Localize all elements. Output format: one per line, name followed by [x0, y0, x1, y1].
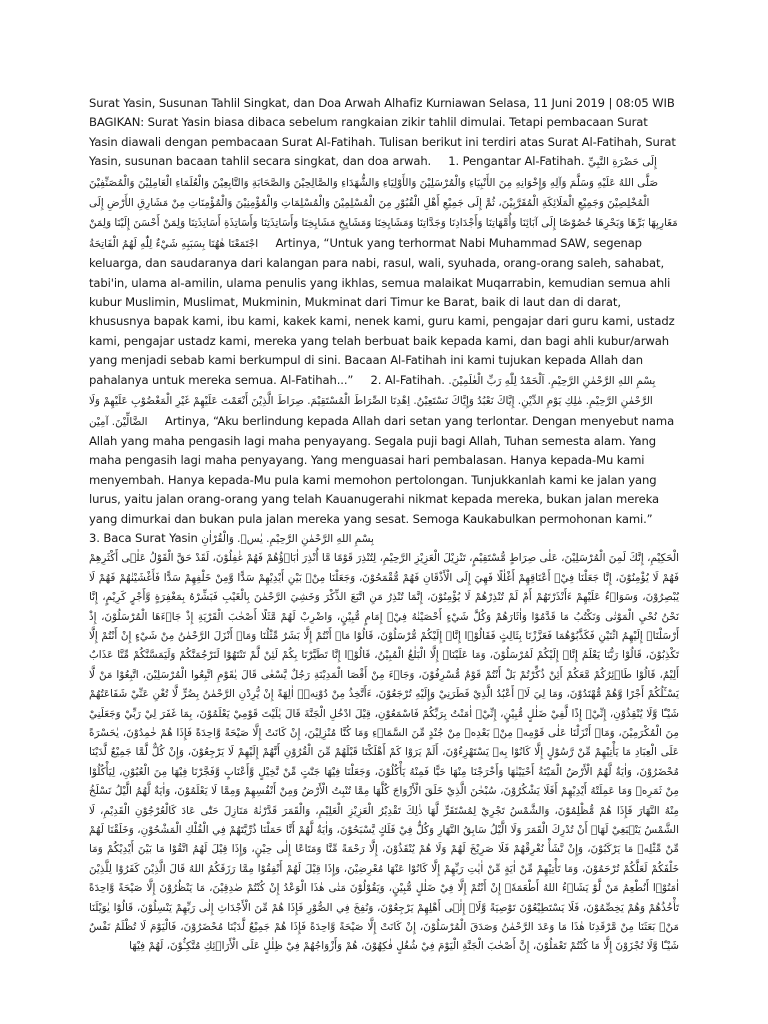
arabic-pengantar: إِلَى حَضْرَةِ النَّبِيِّ صَلَّى اللهُ عَلَيْهِ وَسَلَّمَ وَآلِهِ وَإِخْوَانِهِ مِنَ الأَنْبِيَاءِ وَالْمُرْسَلِيْنَ وَالأَوْلِيَاءِ وَالشُّهَدَاءِ وَالصَّالِحِيْنَ وَالصَّحَابَةِ وَالتَّابِعِيْنَ وَالْعُلَمَاءِ الْعَامِلِيْنَ وَالْمُصَنِّفِيْنَ الْمُخْلِصِيْنَ وَجَمِيْعِ الْمَلَائِكَةِ الْمُقَرَّبِيْنَ، ثُمَّ إِلَى جَمِيْعِ أَهْلِ الْقُبُوْرِ مِنَ الْمُسْلِمِيْنَ وَالْمُسْلِمَاتِ وَالْمُؤْمِنِيْنَ وَالْمُؤْمِنَاتِ مِنْ مَشَارِقِ الأَرْضِ إِلَى مَغَارِبِهَا بَرِّهَا وَبَحْرِهَا خُصُوْصًا إِلَى آبَائِنَا وَأُمَّهَاتِنَا وَأَجْدَادِنَا وَجَدَّاتِنَا وَمَشَايِخِنَا وَمَشَايِخِ مَشَايِخِنَا وَأَسَاتِذَتِنَا وَأَسَاتِذَةِ أَسَاتِذَتِنَا وَلِمَنْ أَحْسَنَ إِلَيْنَا وَلِمَنْ اجْتَمَعْنَا هٰهُنَا بِسَبَبِهِ شَيْءٌ لِلّٰهِ لَهُمُ الْفَاتِحَةُ — [89, 156, 678, 250]
arabic-yasin-text: الْحَكِيْمِ، إِنَّكَ لَمِنَ الْمُرْسَلِيْنَ، عَلٰى صِرَاطٍ مُّسْتَقِيْمٍ، تَنْزِيْلَ الْعَزِيْزِ الرَّحِيْمِ، لِتُنْذِرَ قَوْمًا مَّا أُنْذِرَ اٰبَاۤؤُهُمْ فَهُمْ غٰفِلُوْنَ، لَقَدْ حَقَّ الْقَوْلُ عَلٰۤى أَكْثَرِهِمْ فَهُمْ لَا يُؤْمِنُوْنَ، إِنَّا جَعَلْنَا فِيْۤ أَعْنَاقِهِمْ أَغْلٰلًا فَهِيَ إِلَى الْأَذْقَانِ فَهُمْ مُّقْمَحُوْنَ، وَجَعَلْنَا مِنْۢ بَيْنِ أَيْدِيْهِمْ سَدًّا وَّمِنْ خَلْفِهِمْ سَدًّا فَأَغْشَيْنٰهُمْ فَهُمْ لَا يُبْصِرُوْنَ، وَسَوَاۤءٌ عَلَيْهِمْ ءَأَنْذَرْتَهُمْ أَمْ لَمْ تُنْذِرْهُمْ لَا يُؤْمِنُوْنَ، إِنَّمَا تُنْذِرُ مَنِ اتَّبَعَ الذِّكْرَ وَخَشِيَ الرَّحْمٰنَ بِالْغَيْبِ فَبَشِّرْهُ بِمَغْفِرَةٍ وَّأَجْرٍ كَرِيْمٍ، إِنَّا نَحْنُ نُحْيِ الْمَوْتٰى وَنَكْتُبُ مَا قَدَّمُوْا وَاٰثَارَهُمْ وَكُلَّ شَيْءٍ أَحْصَيْنٰهُ فِيْۤ إِمَامٍ مُّبِيْنٍ، وَاضْرِبْ لَهُمْ مَّثَلًا أَصْحٰبَ الْقَرْيَةِ إِذْ جَاۤءَهَا الْمُرْسَلُوْنَ، إِذْ أَرْسَلْنَاۤ إِلَيْهِمُ اثْنَيْنِ فَكَذَّبُوْهُمَا فَعَزَّزْنَا بِثَالِثٍ فَقَالُوْۤا إِنَّاۤ إِلَيْكُمْ مُّرْسَلُوْنَ، قَالُوْا مَاۤ أَنْتُمْ إِلَّا بَشَرٌ مِّثْلُنَا وَمَاۤ أَنْزَلَ الرَّحْمٰنُ مِنْ شَيْءٍ إِنْ أَنْتُمْ إِلَّا تَكْذِبُوْنَ، قَالُوْا رَبُّنَا يَعْلَمُ إِنَّاۤ إِلَيْكُمْ لَمُرْسَلُوْنَ، وَمَا عَلَيْنَاۤ إِلَّا الْبَلٰغُ الْمُبِيْنُ، قَالُوْۤا إِنَّا تَطَيَّرْنَا بِكُمْ لَئِنْ لَّمْ تَنْتَهُوْا لَنَرْجُمَنَّكُمْ وَلَيَمَسَّنَّكُمْ مِّنَّا عَذَابٌ أَلِيْمٌ، قَالُوْا طَاۤئِرُكُمْ مَّعَكُمْ أَئِنْ ذُكِّرْتُمْ بَلْ أَنْتُمْ قَوْمٌ مُّسْرِفُوْنَ، وَجَاۤءَ مِنْ أَقْصَا الْمَدِيْنَةِ رَجُلٌ يَّسْعٰى قَالَ يٰقَوْمِ اتَّبِعُوا الْمُرْسَلِيْنَ، اتَّبِعُوْا مَنْ لَّا يَسْـَٔلُكُمْ أَجْرًا وَّهُمْ مُّهْتَدُوْنَ، وَمَا لِيَ لَاۤ أَعْبُدُ الَّذِيْ فَطَرَنِيْ وَإِلَيْهِ تُرْجَعُوْنَ، ءَأَتَّخِذُ مِنْ دُوْنِهٖۤ اٰلِهَةً إِنْ يُّرِدْنِ الرَّحْمٰنُ بِضُرٍّ لَّا تُغْنِ عَنِّيْ شَفَاعَتُهُمْ شَيْـًٔا وَّلَا يُنْقِذُوْنِ، إِنِّيْۤ إِذًا لَّفِيْ ضَلٰلٍ مُّبِيْنٍ، إِنِّيْۤ اٰمَنْتُ بِرَبِّكُمْ فَاسْمَعُوْنِ، قِيْلَ ادْخُلِ الْجَنَّةَ قَالَ يٰلَيْتَ قَوْمِيْ يَعْلَمُوْنَ، بِمَا غَفَرَ لِيْ رَبِّيْ وَجَعَلَنِيْ مِنَ الْمُكْرَمِيْنَ، وَمَاۤ أَنْزَلْنَا عَلٰى قَوْمِهٖ مِنْۢ بَعْدِهٖ مِنْ جُنْدٍ مِّنَ السَّمَاۤءِ وَمَا كُنَّا مُنْزِلِيْنَ، إِنْ كَانَتْ إِلَّا صَيْحَةً وَّاحِدَةً فَإِذَا هُمْ خٰمِدُوْنَ، يٰحَسْرَةً عَلَى الْعِبَادِ مَا يَأْتِيْهِمْ مِّنْ رَّسُوْلٍ إِلَّا كَانُوْا بِهٖ يَسْتَهْزِءُوْنَ، أَلَمْ يَرَوْا كَمْ أَهْلَكْنَا قَبْلَهُمْ مِّنَ الْقُرُوْنِ أَنَّهُمْ إِلَيْهِمْ لَا يَرْجِعُوْنَ، وَإِنْ كُلٌّ لَّمَّا جَمِيْعٌ لَّدَيْنَا مُحْضَرُوْنَ، وَاٰيَةٌ لَّهُمُ الْأَرْضُ الْمَيْتَةُ أَحْيَيْنٰهَا وَأَخْرَجْنَا مِنْهَا حَبًّا فَمِنْهُ يَأْكُلُوْنَ، وَجَعَلْنَا فِيْهَا جَنّٰتٍ مِّنْ نَّخِيْلٍ وَّأَعْنَابٍ وَّفَجَّرْنَا فِيْهَا مِنَ الْعُيُوْنِ، لِيَأْكُلُوْا مِنْ ثَمَرِهٖ وَمَا عَمِلَتْهُ أَيْدِيْهِمْ أَفَلَا يَشْكُرُوْنَ، سُبْحٰنَ الَّذِيْ خَلَقَ الْأَزْوَاجَ كُلَّهَا مِمَّا تُنْبِتُ الْأَرْضُ وَمِنْ أَنْفُسِهِمْ وَمِمَّا لَا يَعْلَمُوْنَ، وَاٰيَةٌ لَّهُمُ الَّيْلُ نَسْلَخُ مِنْهُ النَّهَارَ فَإِذَا هُمْ مُّظْلِمُوْنَ، وَالشَّمْسُ تَجْرِيْ لِمُسْتَقَرٍّ لَّهَا ذٰلِكَ تَقْدِيْرُ الْعَزِيْزِ الْعَلِيْمِ، وَالْقَمَرَ قَدَّرْنٰهُ مَنَازِلَ حَتّٰى عَادَ كَالْعُرْجُوْنِ الْقَدِيْمِ، لَا الشَّمْسُ يَنْۢبَغِيْ لَهَاۤ أَنْ تُدْرِكَ الْقَمَرَ وَلَا الَّيْلُ سَابِقُ النَّهَارِ وَكُلٌّ فِيْ فَلَكٍ يَّسْبَحُوْنَ، وَاٰيَةٌ لَّهُمْ أَنَّا حَمَلْنَا ذُرِّيَّتَهُمْ فِي الْفُلْكِ الْمَشْحُوْنِ، وَخَلَقْنَا لَهُمْ مِّنْ مِّثْلِهٖ مَا يَرْكَبُوْنَ، وَإِنْ نَّشَأْ نُغْرِقْهُمْ فَلَا صَرِيْخَ لَهُمْ وَلَا هُمْ يُنْقَذُوْنَ، إِلَّا رَحْمَةً مِّنَّا وَمَتَاعًا إِلٰى حِيْنٍ، وَإِذَا قِيْلَ لَهُمُ اتَّقُوْا مَا بَيْنَ أَيْدِيْكُمْ وَمَا خَلْفَكُمْ لَعَلَّكُمْ تُرْحَمُوْنَ، وَمَا تَأْتِيْهِمْ مِّنْ اٰيَةٍ مِّنْ اٰيٰتِ رَبِّهِمْ إِلَّا كَانُوْا عَنْهَا مُعْرِضِيْنَ، وَإِذَا قِيْلَ لَهُمْ أَنْفِقُوْا مِمَّا رَزَقَكُمُ اللهُ قَالَ الَّذِيْنَ كَفَرُوْا لِلَّذِيْنَ اٰمَنُوْۤا أَنُطْعِمُ مَنْ لَّوْ يَشَاۤءُ اللهُ أَطْعَمَهٗۤ إِنْ أَنْتُمْ إِلَّا فِيْ ضَلٰلٍ مُّبِيْنٍ، وَيَقُوْلُوْنَ مَتٰى هٰذَا الْوَعْدُ إِنْ كُنْتُمْ صٰدِقِيْنَ، مَا يَنْظُرُوْنَ إِلَّا صَيْحَةً وَّاحِدَةً تَأْخُذُهُمْ وَهُمْ يَخِصِّمُوْنَ، فَلَا يَسْتَطِيْعُوْنَ تَوْصِيَةً وَّلَاۤ إِلٰۤى أَهْلِهِمْ يَرْجِعُوْنَ، وَنُفِخَ فِي الصُّوْرِ فَإِذَا هُمْ مِّنَ الْأَجْدَاثِ إِلٰى رَبِّهِمْ يَنْسِلُوْنَ، قَالُوْا يٰوَيْلَنَا مَنْۢ بَعَثَنَا مِنْ مَّرْقَدِنَا هٰذَا مَا وَعَدَ الرَّحْمٰنُ وَصَدَقَ الْمُرْسَلُوْنَ، إِنْ كَانَتْ إِلَّا صَيْحَةً وَّاحِدَةً فَإِذَا هُمْ جَمِيْعٌ لَّدَيْنَا مُحْضَرُوْنَ، فَالْيَوْمَ لَا تُظْلَمُ نَفْسٌ شَيْـًٔا وَّلَا تُجْزَوْنَ إِلَّا مَا كُنْتُمْ تَعْمَلُوْنَ، إِنَّ أَصْحٰبَ الْجَنَّةِ الْيَوْمَ فِيْ شُغُلٍ فٰكِهُوْنَ، هُمْ وَأَزْوَاجُهُمْ فِيْ ظِلٰلٍ عَلَى الْأَرَاۤئِكِ مُتَّكِـُٔوْنَ، لَهُمْ فِيْهَا — [89, 552, 679, 953]
arabic-fatihah: بِسْمِ اللهِ الرَّحْمٰنِ الرَّحِيْمِ. اَلْحَمْدُ لِلّٰهِ رَبِّ الْعٰلَمِيْنَ. الرَّحْمٰنِ الرَّحِيْمِ. مٰلِكِ يَوْمِ الدِّيْنِ. إِيَّاكَ نَعْبُدُ وَإِيَّاكَ نَسْتَعِيْنُ. اِهْدِنَا الصِّرَاطَ الْمُسْتَقِيْمَ. صِرَاطَ الَّذِيْنَ أَنْعَمْتَ عَلَيْهِمْ غَيْرِ الْمَغْضُوْبِ عَلَيْهِمْ وَلَا الضَّالِّيْنَ. آمِيْن — [89, 374, 656, 428]
section-heading-fatihah: 2. Al-Fatihah. — [370, 372, 445, 387]
document-text — [89, 94, 679, 549]
arabic-yasin-intro: بِسْمِ اللهِ الرَّحْمٰنِ الرَّحِيْمِ. يٰسۤ. وَالْقُرْاٰنِ — [201, 532, 374, 545]
section-heading-pengantar: 1. Pengantar Al-Fatihah. — [448, 154, 585, 169]
translation-paragraph-1: Artinya, “Untuk yang terhormat Nabi Muhammad SAW, segenap keluarga, dan saudaranya dari kalangan para nabi, rasul, wali, syuhada, orang-orang saleh, sahabat, tabi'in, ulama al-amilin, ulama penulis yang ikhlas, semua malaikat Muqarrabin, kemudian semua ahli kubur Muslimin, Muslimat, Mukminin, Mukminat dari Timur ke Barat, baik di laut dan di darat, khususnya bapak kami, ibu kami, kakek kami, nenek kami, guru kami, pengajar dari guru kami, ustadz kami, pengajar ustadz kami, mereka yang telah berbuat baik kepada kami, dan bagi ahli kubur/arwah yang menjadi sebab kami berkumpul di sini. Bacaan Al-Fatihah ini kami tujukan kepada Allah dan pahalanya untuk mereka semua. Al-Fatihah...” — [89, 235, 675, 387]
document-page — [89, 94, 679, 957]
translation-paragraph-2: Artinya, “Aku berlindung kepada Allah dari setan yang terlontar. Dengan menyebut nama Allah yang maha pengasih lagi maha penyayang. Segala puji bagi Allah, Tuhan semesta alam. Yang maha pengasih lagi maha penyayang. Yang menguasai hari pembalasan. Hanya kepada-Mu kami menyembah. Hanya kepada-Mu pula kami memohon pertolongan. Tunjukkanlah kami ke jalan yang lurus, yaitu jalan orang-orang yang telah Kauanugerahi nikmat kepada mereka, bukan jalan mereka yang dimurkai dan bukan pula jalan mereka yang sesat. Semoga Kaukabulkan permohonan kami.” — [89, 413, 675, 526]
section-heading-yasin: 3. Baca Surat Yasin — [89, 530, 198, 545]
intro-paragraph: Surat Yasin, Susunan Tahlil Singkat, dan Doa Arwah Alhafiz Kurniawan Selasa, 11 Juni 2019 | 08:05 WIB BAGIKAN: Surat Yasin biasa dibaca sebelum rangkaian zikir tahlil dimulai. Tetapi pembacaan Surat Yasin diawali dengan pembacaan Surat Al-Fatihah. Tulisan berikut ini terdiri atas Surat Al-Fatihah, Surat Yasin, susunan bacaan tahlil secara singkat, dan doa arwah. — [89, 96, 676, 169]
